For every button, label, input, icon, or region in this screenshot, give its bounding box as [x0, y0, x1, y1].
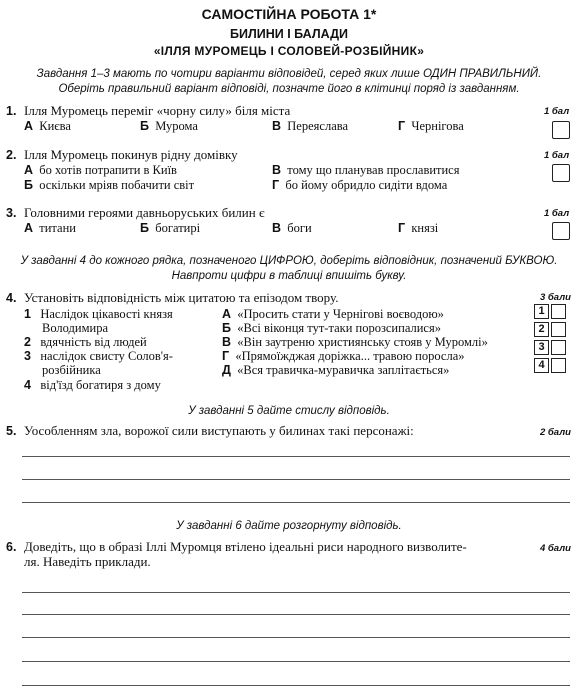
match-left-item: 2 вдячність від людей — [24, 335, 147, 349]
match-right-item: Д «Вся травичка-муравичка заплітається» — [222, 363, 450, 377]
question-number: 3. — [6, 206, 17, 220]
match-left-item-cont: Володимира — [42, 321, 108, 335]
answer-line[interactable] — [22, 614, 570, 615]
question-text: Головними героями давньоруських билин є — [24, 205, 265, 220]
match-left-item: 1 Наслідок цікавості князя — [24, 307, 173, 321]
page-title: САМОСТІЙНА РОБОТА 1* — [201, 6, 377, 22]
grid-answer-cell[interactable] — [551, 304, 566, 319]
match-left-item: 3 наслідок свисту Солов'я- — [24, 349, 173, 363]
answer-line[interactable] — [22, 502, 570, 503]
answer-option-b: Б оскільки мріяв побачити світ — [24, 178, 195, 192]
question-text: Уособленням зла, ворожої сили виступають у билинах такі персонажі: — [24, 423, 414, 438]
match-right-item: Г «Прямоїжджая доріжка... травою поросла» — [222, 349, 465, 363]
instruction-line: Оберіть правильний варіант відповіді, позначте його в клітинці поряд із завданням. — [58, 83, 520, 95]
answer-option-a: А Києва — [24, 119, 71, 133]
grid-row-number: 4 — [534, 358, 549, 373]
question-text: Установіть відповідність між цитатою та епізодом твору. — [24, 290, 339, 305]
match-left-item: 4 від'їзд богатиря з дому — [24, 378, 161, 392]
question-number: 5. — [6, 424, 17, 438]
points-label: 1 бал — [544, 106, 570, 117]
instruction-line: У завданні 5 дайте стислу відповідь. — [188, 405, 390, 417]
answer-checkbox[interactable] — [552, 121, 570, 139]
answer-option-d: Г бо йому обридло сидіти вдома — [272, 178, 448, 192]
grid-row-number: 3 — [534, 340, 549, 355]
answer-option-d: Г Чернігова — [398, 119, 464, 133]
answer-checkbox[interactable] — [552, 222, 570, 240]
instruction-line: У завданні 4 до кожного рядка, позначеного ЦИФРОЮ, доберіть відповідник, позначений БУКВОЮ. — [20, 255, 558, 267]
grid-answer-cell[interactable] — [551, 358, 566, 373]
question-text-cont: ля. Наведіть приклади. — [24, 554, 151, 569]
match-left-item-cont: розбійника — [42, 363, 101, 377]
topic-title: «ІЛЛЯ МУРОМЕЦЬ І СОЛОВЕЙ-РОЗБІЙНИК» — [153, 44, 425, 58]
question-number: 6. — [6, 540, 17, 554]
answer-option-a: А бо хотів потрапити в Київ — [24, 163, 177, 177]
answer-line[interactable] — [22, 456, 570, 457]
points-label: 1 бал — [544, 208, 570, 219]
answer-option-c: В тому що планував прославитися — [272, 163, 460, 177]
grid-row-number: 1 — [534, 304, 549, 319]
answer-option-a: А титани — [24, 221, 76, 235]
answer-line[interactable] — [22, 661, 570, 662]
points-label: 4 бали — [540, 543, 571, 554]
section-title: БИЛИНИ І БАЛАДИ — [230, 27, 348, 41]
answer-line[interactable] — [22, 685, 570, 686]
question-number: 4. — [6, 291, 17, 305]
instruction-line: Завдання 1–3 мають по чотири варіанти відповідей, серед яких лише ОДИН ПРАВИЛЬНИЙ. — [36, 68, 542, 80]
answer-option-c: В боги — [272, 221, 312, 235]
answer-line[interactable] — [22, 592, 570, 593]
points-label: 3 бали — [540, 292, 571, 303]
question-number: 2. — [6, 148, 17, 162]
answer-line[interactable] — [22, 479, 570, 480]
instruction-line: Навпроти цифри в таблиці впишіть букву. — [171, 270, 407, 282]
answer-checkbox[interactable] — [552, 164, 570, 182]
question-number: 1. — [6, 104, 17, 118]
match-right-item: В «Він заутреню християнську стояв у Муромлі» — [222, 335, 488, 349]
answer-option-b: Б богатирі — [140, 221, 201, 235]
points-label: 1 бал — [544, 150, 570, 161]
grid-answer-cell[interactable] — [551, 322, 566, 337]
answer-line[interactable] — [22, 637, 570, 638]
answer-option-d: Г князі — [398, 221, 439, 235]
answer-grid — [534, 304, 574, 376]
match-right-item: А «Просить стати у Чернігові воєводою» — [222, 307, 444, 321]
grid-row-number: 2 — [534, 322, 549, 337]
points-label: 2 бали — [540, 427, 571, 438]
question-text: Доведіть, що в образі Іллі Муромця втілено ідеальні риси народного визволите- — [24, 539, 467, 554]
instruction-line: У завданні 6 дайте розгорнуту відповідь. — [176, 520, 402, 532]
answer-option-c: В Переяслава — [272, 119, 349, 133]
grid-answer-cell[interactable] — [551, 340, 566, 355]
answer-option-b: Б Мурома — [140, 119, 198, 133]
match-right-item: Б «Всі віконця тут-таки порозсипалися» — [222, 321, 441, 335]
question-text: Ілля Муромець покинув рідну домівку — [24, 147, 238, 162]
question-text: Ілля Муромець переміг «чорну силу» біля міста — [24, 103, 291, 118]
